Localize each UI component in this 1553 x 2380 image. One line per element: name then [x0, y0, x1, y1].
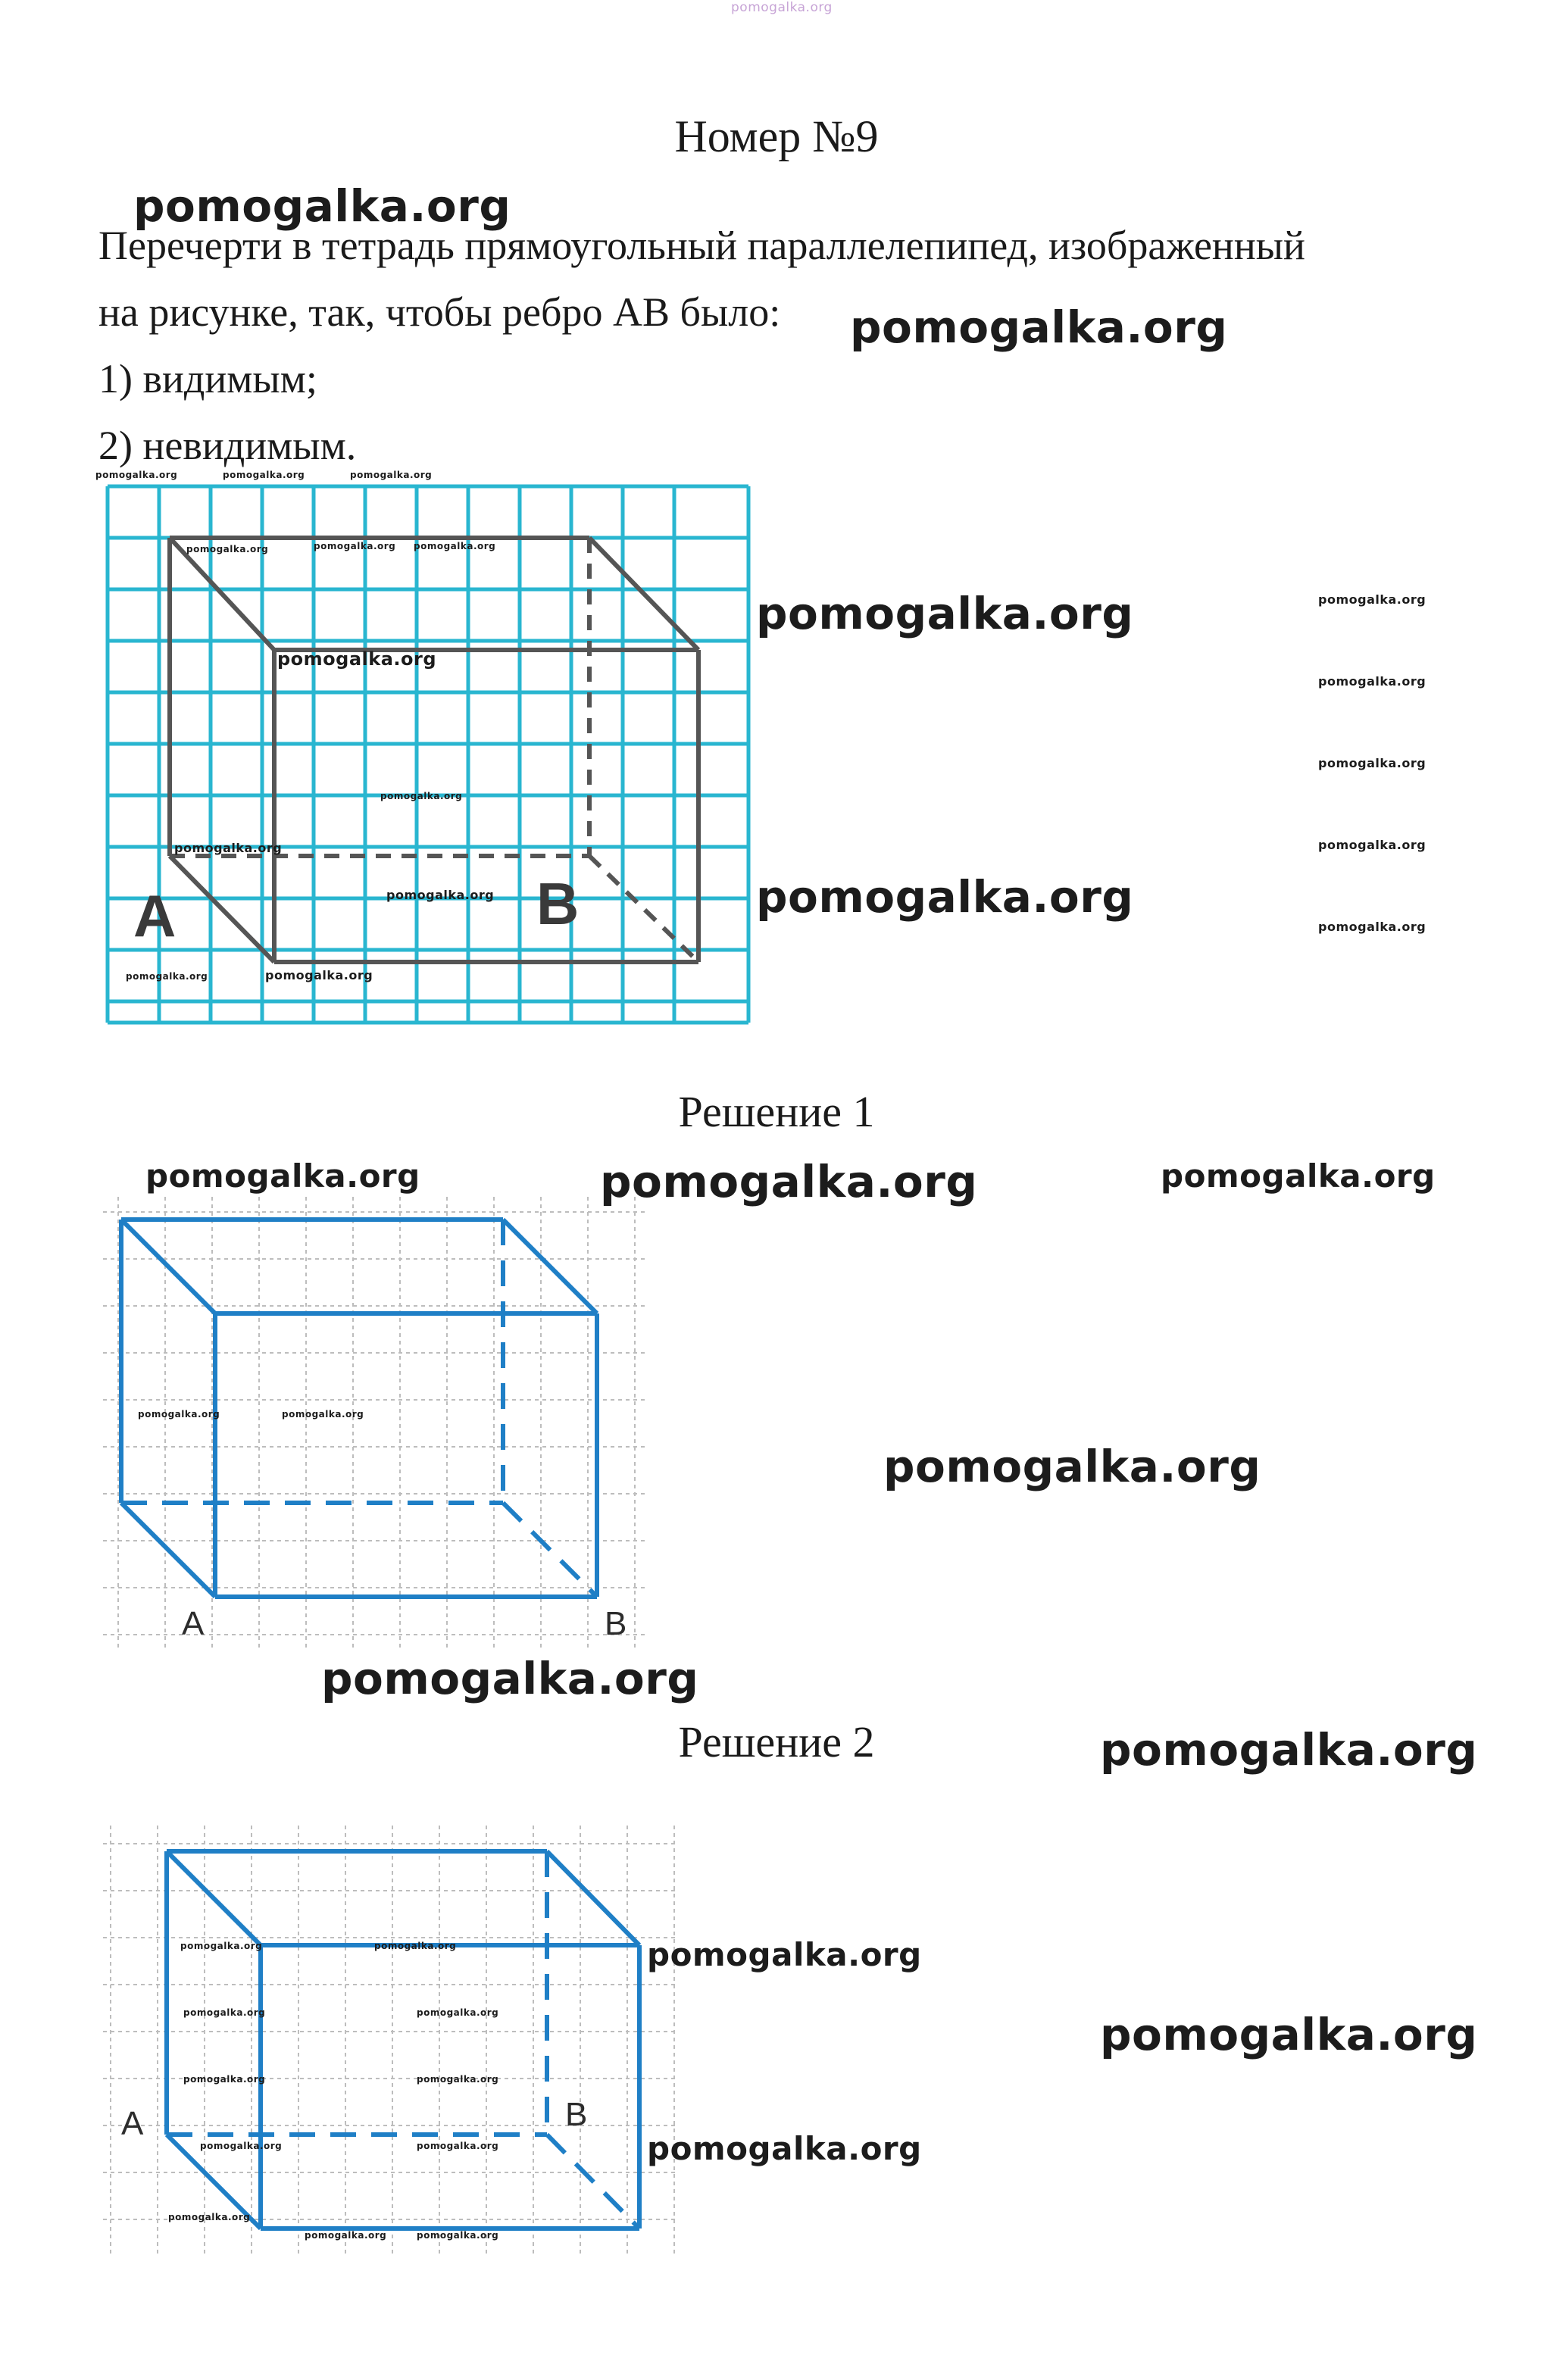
watermark: pomogalka.org — [1318, 920, 1426, 934]
solution1-drawing — [103, 1197, 656, 1659]
watermark: pomogalka.org — [1318, 592, 1426, 607]
watermark: pomogalka.org — [417, 2007, 499, 2018]
solution1-heading: Решение 1 — [678, 1087, 875, 1136]
figure-grid-image — [103, 482, 755, 1027]
watermark: pomogalka.org — [350, 470, 433, 480]
solution2-grid — [103, 1826, 679, 2254]
task-item-1: 1) видимым; — [98, 356, 317, 401]
watermark: pomogalka.org — [314, 541, 396, 551]
watermark: pomogalka.org — [386, 888, 495, 902]
solution1-box — [121, 1220, 597, 1597]
watermark: pomogalka.org — [1100, 1724, 1478, 1776]
watermark: pomogalka.org — [414, 541, 496, 551]
watermark: pomogalka.org — [265, 968, 373, 982]
watermark: pomogalka.org — [600, 1156, 978, 1207]
figure-label-a: A — [133, 882, 177, 949]
watermark: pomogalka.org — [321, 1653, 699, 1704]
task-line-2: на рисунке, так, чтобы ребро АВ было: — [98, 289, 781, 335]
task-line-1: Перечерти в тетрадь прямоугольный параллелепипед, изображенный — [98, 223, 1305, 268]
watermark: pomogalka.org — [1318, 674, 1426, 689]
watermark: pomogalka.org — [883, 1441, 1261, 1492]
page-title: Номер №9 — [674, 111, 879, 161]
watermark: pomogalka.org — [1318, 756, 1426, 770]
watermark: pomogalka.org — [186, 544, 269, 554]
solution2-label-b: B — [565, 2096, 588, 2133]
watermark: pomogalka.org — [168, 2212, 251, 2222]
watermark: pomogalka.org — [126, 971, 208, 982]
watermark: pomogalka.org — [647, 2130, 922, 2167]
watermark: pomogalka.org — [850, 301, 1228, 353]
task-text — [98, 212, 1462, 479]
solution2-drawing — [103, 1826, 679, 2257]
header-watermark: pomogalka.org — [731, 0, 833, 15]
watermark: pomogalka.org — [200, 2141, 283, 2151]
solution2-heading: Решение 2 — [678, 1717, 875, 1766]
solution1-label-a: A — [182, 1605, 205, 1642]
watermark: pomogalka.org — [417, 2230, 499, 2241]
solution1-grid — [103, 1197, 648, 1651]
watermark: pomogalka.org — [1318, 838, 1426, 852]
watermark: pomogalka.org — [183, 2074, 266, 2085]
watermark: pomogalka.org — [277, 648, 437, 670]
watermark: pomogalka.org — [1161, 1157, 1436, 1195]
watermark: pomogalka.org — [183, 2007, 266, 2018]
watermark: pomogalka.org — [756, 588, 1134, 639]
watermark: pomogalka.org — [374, 1941, 457, 1951]
watermark: pomogalka.org — [1100, 2009, 1478, 2060]
figure-label-b: B — [536, 870, 580, 937]
watermark: pomogalka.org — [145, 1157, 420, 1195]
watermark: pomogalka.org — [95, 470, 178, 480]
watermark: pomogalka.org — [133, 180, 511, 232]
watermark: pomogalka.org — [380, 791, 463, 801]
watermark: pomogalka.org — [417, 2074, 499, 2085]
solution2-label-a: A — [121, 2105, 144, 2142]
watermark: pomogalka.org — [417, 2141, 499, 2151]
watermark: pomogalka.org — [174, 841, 283, 855]
watermark: pomogalka.org — [305, 2230, 387, 2241]
watermark: pomogalka.org — [180, 1941, 263, 1951]
watermark: pomogalka.org — [223, 470, 305, 480]
solution1-label-b: B — [605, 1605, 627, 1642]
watermark: pomogalka.org — [282, 1409, 364, 1420]
watermark: pomogalka.org — [756, 871, 1134, 923]
watermark: pomogalka.org — [138, 1409, 220, 1420]
task-item-2: 2) невидимым. — [98, 423, 357, 468]
watermark: pomogalka.org — [647, 1936, 922, 1973]
